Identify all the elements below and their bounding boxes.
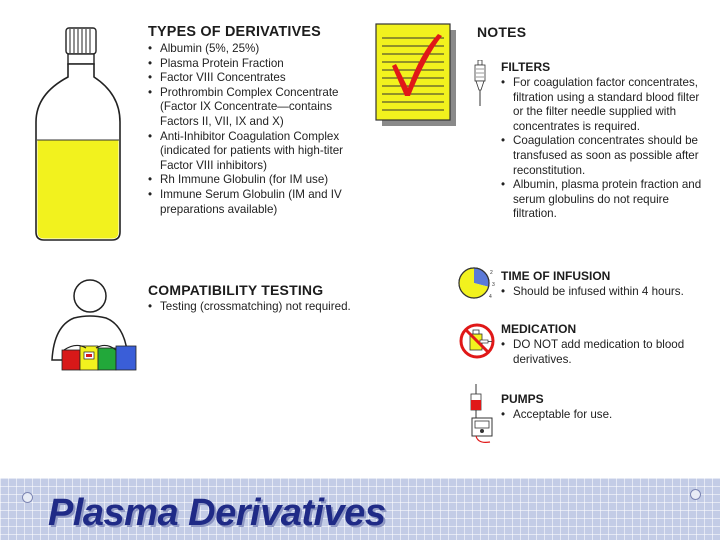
compatibility-heading: COMPATIBILITY TESTING — [148, 282, 324, 298]
medication-heading: MEDICATION — [501, 322, 577, 336]
derivatives-section — [148, 24, 363, 217]
clock-icon — [456, 264, 496, 302]
list-item: • Factor VIII Concentrates — [148, 71, 363, 86]
pumps-list — [501, 408, 706, 423]
footer-dot-right — [690, 489, 701, 500]
filter-icon — [472, 60, 488, 108]
patient-icon — [46, 276, 142, 376]
filters-note — [501, 60, 706, 222]
svg-text:2: 2 — [490, 270, 493, 276]
footer-dot-left — [22, 492, 33, 503]
pump-icon — [466, 384, 498, 448]
medication-list — [501, 338, 706, 367]
list-item: • For coagulation factor concentrates, filtration using a standard blood filter or the filter needle supplied with concentrates is required. — [501, 76, 706, 134]
list-item: • Plasma Protein Fraction — [148, 57, 363, 72]
list-item: • Acceptable for use. — [501, 408, 706, 423]
derivatives-heading: TYPES OF DERIVATIVES — [148, 24, 321, 40]
list-item: • Anti-Inhibitor Coagulation Complex (indicated for patients with high-titer Factor VIII inhibitors) — [148, 130, 363, 174]
no-medication-icon — [458, 322, 496, 360]
pumps-note — [501, 392, 706, 423]
checklist-icon — [372, 20, 464, 132]
list-item: • Albumin, plasma protein fraction and serum globulins do not require filtration. — [501, 178, 706, 222]
infusion-heading: TIME OF INFUSION — [501, 269, 611, 283]
list-item: • Albumin (5%, 25%) — [148, 42, 363, 57]
list-item: • Coagulation concentrates should be transfused as soon as possible after reconstitution. — [501, 134, 706, 178]
list-item: • Testing (crossmatching) not required. — [148, 300, 368, 315]
compatibility-section — [148, 282, 368, 315]
svg-text:4: 4 — [489, 294, 492, 300]
list-item: • Should be infused within 4 hours. — [501, 285, 706, 300]
medication-note — [501, 322, 706, 367]
compatibility-list — [148, 300, 368, 315]
list-item: • DO NOT add medication to blood derivatives. — [501, 338, 706, 367]
infusion-list — [501, 285, 706, 300]
derivatives-list — [148, 42, 363, 217]
list-item: • Immune Serum Globulin (IM and IV preparations available) — [148, 188, 363, 217]
filters-heading: FILTERS — [501, 60, 551, 74]
svg-text:3: 3 — [492, 282, 495, 288]
footer-bar — [0, 478, 720, 540]
bottle-icon — [28, 22, 128, 247]
notes-heading: NOTES — [477, 24, 527, 40]
page-title: Plasma Derivatives — [48, 492, 386, 534]
list-item: • Prothrombin Complex Concentrate (Factor IX Concentrate—contains Factors II, VII, IX and X) — [148, 86, 363, 130]
pumps-heading: PUMPS — [501, 392, 544, 406]
list-item: • Rh Immune Globulin (for IM use) — [148, 173, 363, 188]
filters-list — [501, 76, 706, 222]
infusion-note — [501, 269, 706, 300]
